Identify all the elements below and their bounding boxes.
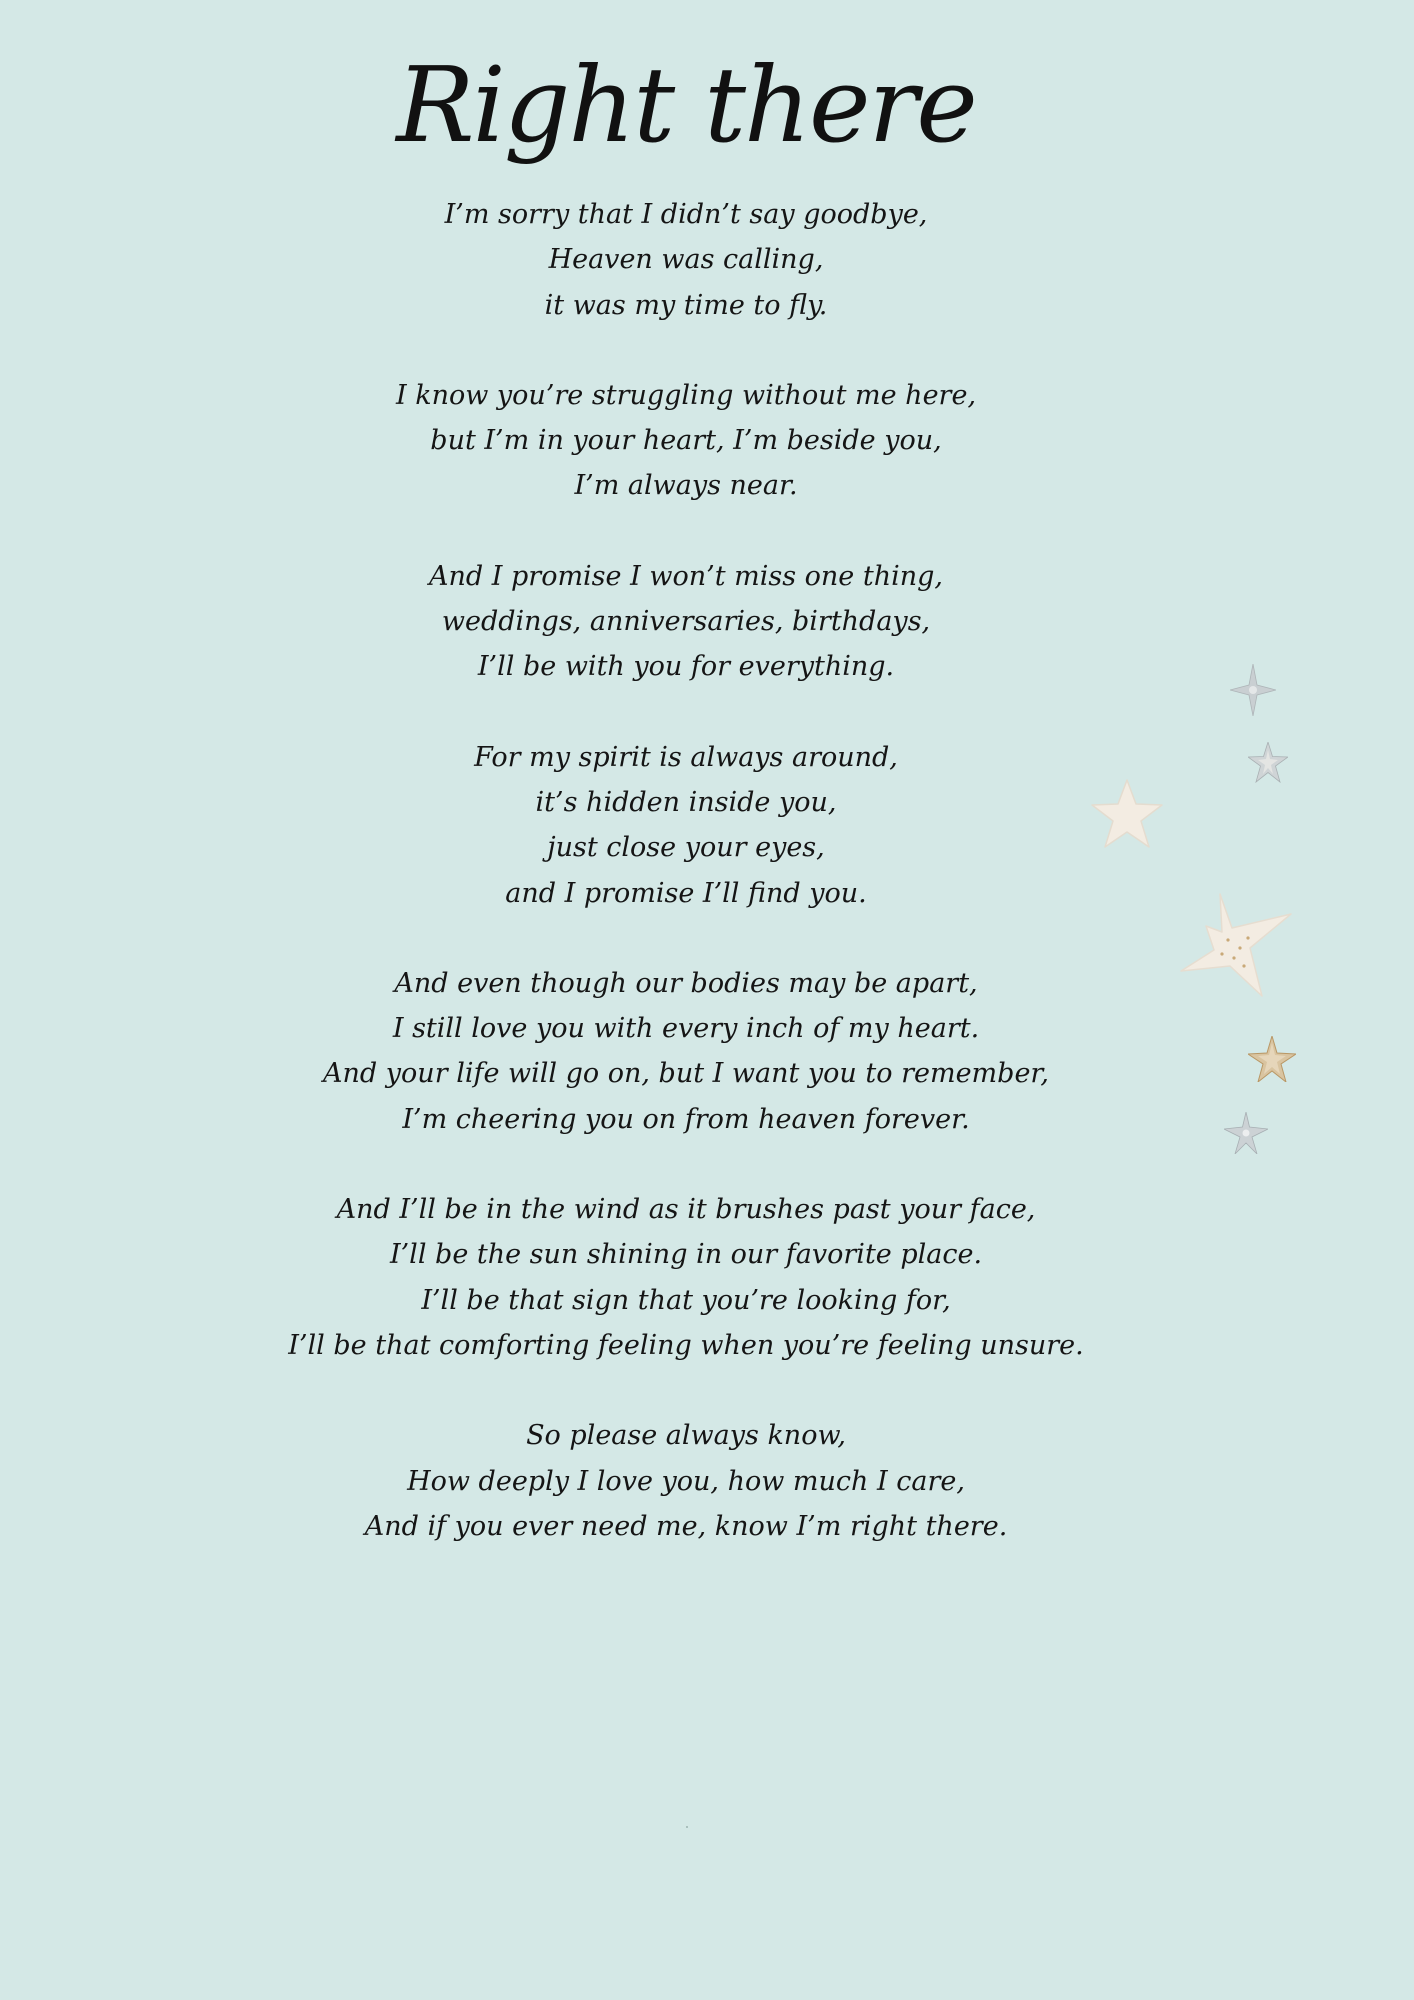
- poem-line: I’ll be with you for everything.: [477, 651, 895, 683]
- poem-line: but I’m in your heart, I’m beside you,: [430, 425, 942, 457]
- poem-line: I’m always near.: [574, 470, 798, 502]
- gold-star-icon: [1248, 1036, 1296, 1082]
- poem-line: it’s hidden inside you,: [535, 786, 837, 818]
- silver-sparkle-star-icon: [1230, 664, 1276, 716]
- poem-line: I’ll be that sign that you’re looking for,: [421, 1284, 951, 1316]
- poem-line: So please always know,: [526, 1420, 846, 1452]
- large-cream-star-icon: [1178, 892, 1292, 998]
- poem-line: How deeply I love you, how much I care,: [407, 1465, 965, 1497]
- stanza-1: [0, 192, 1372, 328]
- poem-line: And I promise I won’t miss one thing,: [429, 560, 943, 592]
- poem-line: And even though our bodies may be apart,: [394, 967, 978, 999]
- poem-line: I still love you with every inch of my heart.: [392, 1013, 980, 1045]
- stanza-2: [0, 373, 1372, 509]
- stanza-7: [0, 1413, 1372, 1549]
- poem-line: I’ll be that comforting feeling when you’re feeling unsure.: [288, 1329, 1084, 1361]
- poem-line: I know you’re struggling without me here,: [395, 379, 977, 411]
- poem-line: I’m cheering you on from heaven forever.: [402, 1103, 970, 1135]
- silver-star-icon: [1248, 742, 1288, 784]
- poem-line: I’m sorry that I didn’t say goodbye,: [444, 199, 928, 230]
- poem-line: it was my time to fly.: [544, 289, 828, 321]
- poem-line: And I’ll be in the wind as it brushes past your face,: [336, 1194, 1036, 1226]
- poem-line: I’ll be the sun shining in our favorite place.: [389, 1239, 983, 1271]
- poem-title: Right there: [396, 44, 976, 166]
- poem-line: Heaven was calling,: [548, 244, 824, 276]
- stanza-5: [0, 961, 1372, 1142]
- poem-line: And your life will go on, but I want you to remember,: [323, 1058, 1049, 1090]
- poem-line: and I promise I’ll find you.: [505, 877, 867, 909]
- poem-line: For my spirit is always around,: [474, 741, 898, 773]
- silver-sparkle-star-icon: [1224, 1112, 1268, 1154]
- poem-line: And if you ever need me, know I’m right there.: [364, 1510, 1008, 1542]
- stanza-4: [0, 735, 1372, 916]
- poem-line: just close your eyes,: [547, 832, 825, 864]
- stanza-3: [0, 554, 1372, 690]
- small-dot-mark: [686, 1826, 688, 1828]
- poem-body: [0, 192, 1372, 1594]
- cream-star-icon: [1090, 778, 1164, 850]
- stanza-6: [0, 1187, 1372, 1368]
- poem-line: weddings, anniversaries, birthdays,: [441, 606, 931, 638]
